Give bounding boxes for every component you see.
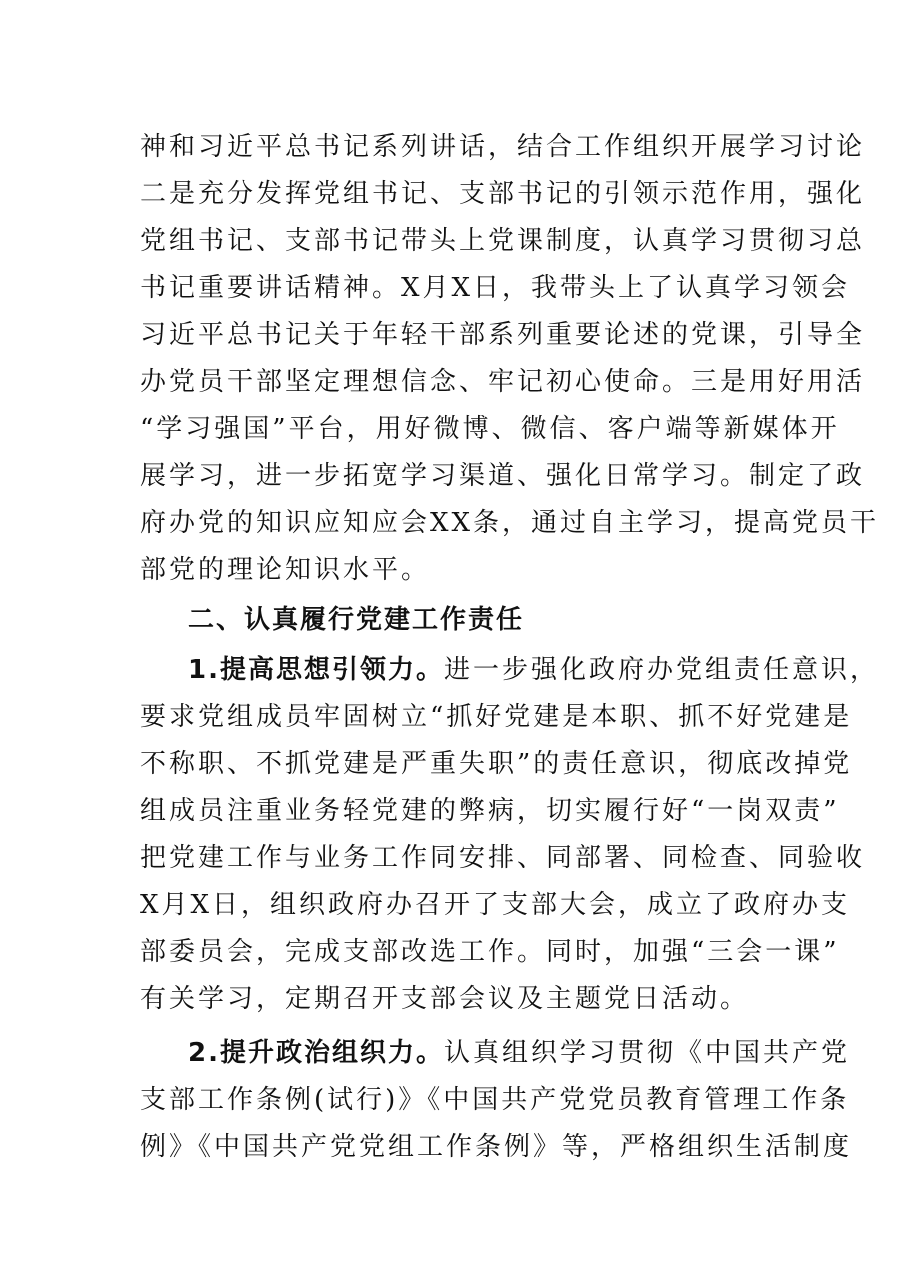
body-text-line: 部委员会，完成支部改选工作。同时，加强“三会一课”: [140, 937, 840, 967]
body-text-line: 办党员干部坚定理想信念、牢记初心使命。三是用好用活: [140, 367, 866, 397]
body-text-line: 组成员注重业务轻党建的弊病，切实履行好“一岗双责”: [140, 796, 840, 826]
body-text-line: 神和习近平总书记系列讲话，结合工作组织开展学习讨论: [140, 132, 866, 162]
body-text-line: “学习强国”平台，用好微博、微信、客户端等新媒体开: [140, 414, 840, 444]
body-text-line: 支部工作条例(试行)》《中国共产党党员教育管理工作条: [140, 1085, 850, 1115]
body-text-line: 书记重要讲话精神。X月X日，我带头上了认真学习领会: [140, 273, 851, 303]
body-text-line: 有关学习，定期召开支部会议及主题党日活动。: [140, 984, 750, 1014]
body-text-line: 例》《中国共产党党组工作条例》等，严格组织生活制度: [140, 1132, 853, 1162]
item2-title: 2.提升政治组织力。: [188, 1038, 444, 1068]
body-text-line: 展学习，进一步拓宽学习渠道、强化日常学习。制定了政: [140, 461, 866, 491]
item1-first-line-text: 进一步强化政府办党组责任意识，: [443, 655, 879, 685]
item2-first-line: [188, 1033, 850, 1073]
item2-first-line-text: 认真组织学习贯彻《中国共产党: [443, 1038, 850, 1068]
item1-title: 1.提高思想引领力。: [188, 655, 444, 685]
section-heading: 二、认真履行党建工作责任: [188, 605, 525, 635]
body-text-line: X月X日，组织政府办召开了支部大会，成立了政府办支: [140, 890, 851, 920]
body-text-line: 要求党组成员牢固树立“抓好党建是本职、抓不好党建是: [140, 702, 853, 732]
body-text-line: 党组书记、支部书记带头上党课制度，认真学习贯彻习总: [140, 226, 866, 256]
body-text-line: 习近平总书记关于年轻干部系列重要论述的党课，引导全: [140, 320, 866, 350]
body-text-line: 不称职、不抓党建是严重失职”的责任意识，彻底改掉党: [140, 749, 853, 779]
body-text-line: 把党建工作与业务工作同安排、同部署、同检查、同验收: [140, 843, 866, 873]
body-text-line: 二是充分发挥党组书记、支部书记的引领示范作用，强化: [140, 179, 866, 209]
body-text-line: 府办党的知识应知应会XX条，通过自主学习，提高党员干: [140, 508, 880, 538]
body-text-line: 部党的理论知识水平。: [140, 555, 431, 585]
item1-first-line: [188, 650, 879, 690]
